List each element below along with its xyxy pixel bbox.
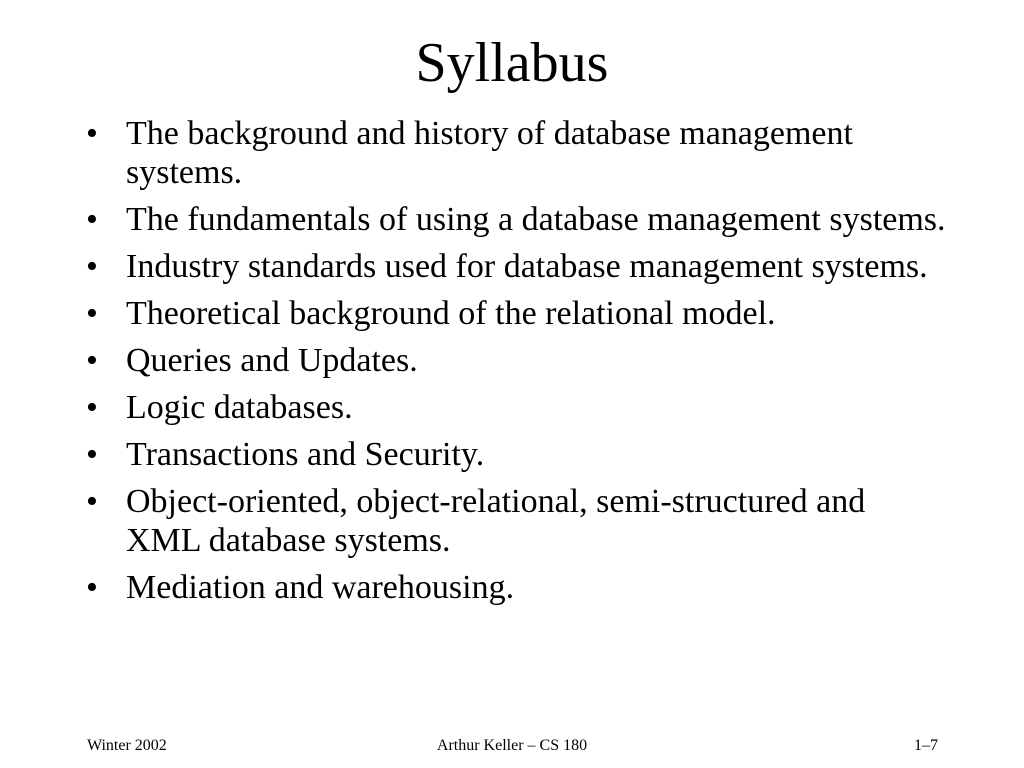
bullet-icon: • [86, 295, 98, 332]
list-item [86, 388, 946, 427]
bullet-text: Queries and Updates. [126, 342, 418, 379]
bullet-text: Logic databases. [126, 389, 353, 426]
bullet-icon: • [86, 436, 98, 473]
bullet-text: The background and history of database management systems. [126, 115, 853, 191]
bullet-text: Mediation and warehousing. [126, 569, 515, 606]
list-item [86, 568, 946, 607]
bullet-list [86, 114, 946, 615]
list-item [86, 482, 946, 560]
footer-date: Winter 2002 [87, 737, 167, 754]
slide-number: 1–7 [914, 737, 938, 754]
list-item [86, 341, 946, 380]
bullet-icon: • [86, 389, 98, 426]
slide-title: Syllabus [415, 32, 609, 94]
bullet-text: Object-oriented, object-relational, semi-structured and XML database systems. [126, 483, 866, 559]
bullet-text: Industry standards used for database management systems. [126, 248, 928, 285]
list-item [86, 435, 946, 474]
bullet-text: Transactions and Security. [126, 436, 485, 473]
list-item [86, 294, 946, 333]
bullet-icon: • [86, 248, 98, 285]
footer-author-course: Arthur Keller – CS 180 [436, 737, 588, 754]
bullet-icon: • [86, 115, 98, 152]
bullet-text: Theoretical background of the relational model. [126, 295, 776, 332]
list-item [86, 247, 946, 286]
bullet-icon: • [86, 569, 98, 606]
bullet-text: The fundamentals of using a database management systems. [126, 201, 946, 238]
list-item [86, 114, 946, 192]
bullet-icon: • [86, 483, 98, 520]
bullet-icon: • [86, 342, 98, 379]
list-item [86, 200, 946, 239]
bullet-icon: • [86, 201, 98, 238]
